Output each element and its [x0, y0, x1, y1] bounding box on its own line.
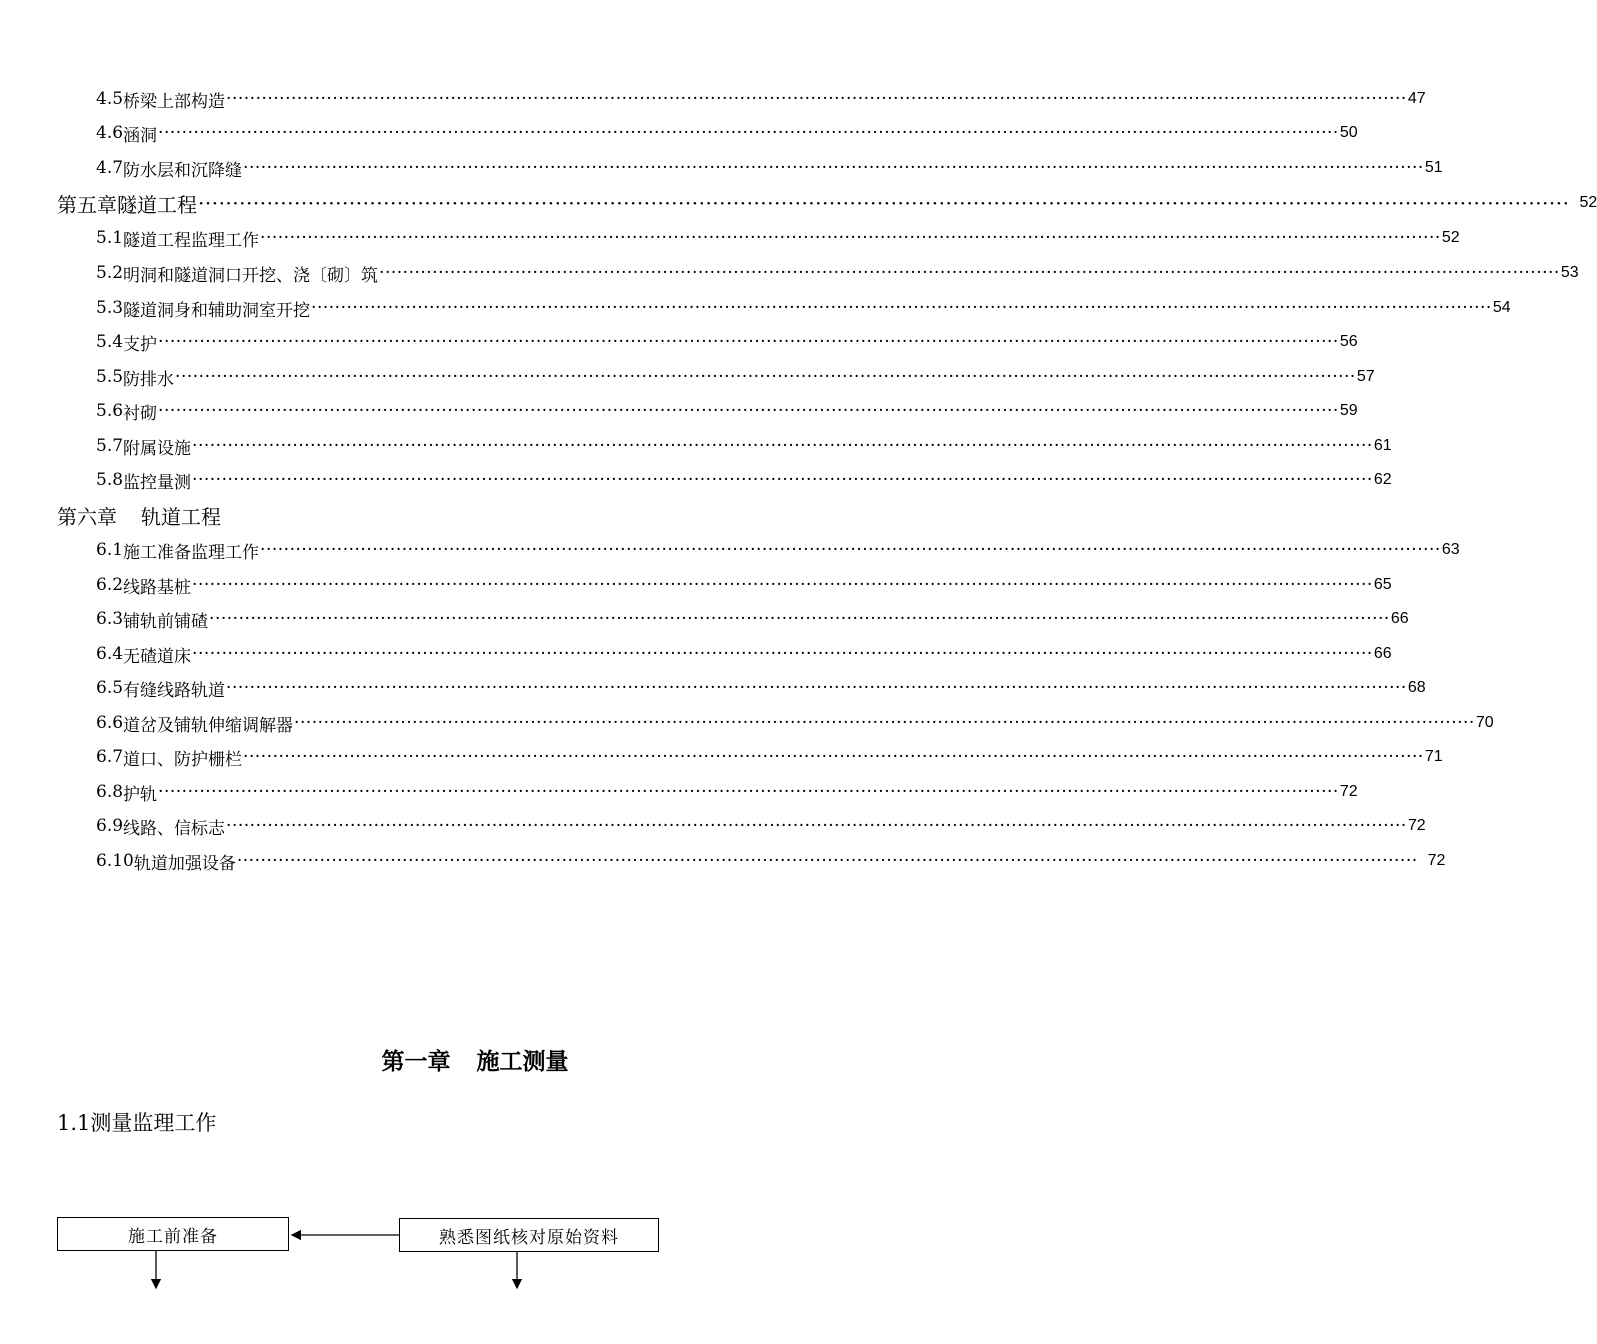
toc-entry-title: 防水层和沉降缝: [123, 160, 243, 181]
toc-section-number: 4.6: [96, 123, 124, 143]
toc-leader-dots: ········································································································································································································: [192, 575, 1373, 595]
toc-leader-dots: ········································································································································································································: [260, 540, 1441, 560]
toc-section-number: 5.3: [96, 298, 124, 318]
toc-entry-title: 有缝线路轨道: [123, 680, 226, 701]
toc-page-number: 52: [1441, 229, 1460, 246]
toc-entry-title: 监控量测: [123, 472, 192, 493]
toc-section-number: 5.7: [96, 436, 124, 456]
toc-page-number: 57: [1356, 368, 1375, 385]
toc-leader-dots: ········································································································································································································: [158, 332, 1339, 352]
toc-section-number: 6.10: [96, 851, 134, 871]
toc-leader-dots: ········································································································································································································: [294, 713, 1475, 733]
toc-leader-dots: ········································································································································································································: [175, 367, 1356, 387]
toc-leader-dots: ········································································································································································································: [226, 816, 1407, 836]
toc-page-number: 71: [1424, 748, 1443, 765]
toc-page-number: 52: [1579, 194, 1597, 211]
toc-leader-dots: ········································································································································································································: [192, 644, 1373, 664]
toc-leader-dots: ········································································································································································································: [226, 89, 1407, 109]
toc-page-number: 56: [1339, 333, 1358, 350]
toc-section-number: 5.6: [96, 401, 124, 421]
toc-page-number: 61: [1373, 437, 1392, 454]
toc-leader-dots: ········································································································································································································: [243, 747, 1424, 767]
toc-section-number: 6.8: [96, 782, 124, 802]
toc-entry-title: 无碴道床: [123, 646, 192, 667]
toc-section-number: 6.4: [96, 644, 124, 664]
toc-entry-title: 隧道洞身和辅助洞室开挖: [123, 300, 311, 321]
toc-leader-dots: ········································································································································································································: [226, 678, 1407, 698]
flowchart-box-review-label: 熟悉图纸核对原始资料: [439, 1227, 619, 1248]
toc-entry-title: 防排水: [123, 369, 175, 390]
toc-entry-title: 护轨: [123, 784, 158, 805]
toc-entry-title: 隧道工程监理工作: [123, 230, 260, 251]
toc-section-number: 6.6: [96, 713, 124, 733]
toc-leader-dots: ········································································································································································································: [198, 191, 1570, 215]
toc-page-number: 47: [1407, 90, 1426, 107]
toc-entry-title: 附属设施: [123, 438, 192, 459]
toc-section-number: 6.3: [96, 609, 124, 629]
toc-page-number: 70: [1475, 714, 1494, 731]
toc-leader-dots: ········································································································································································································: [158, 123, 1339, 143]
toc-page-number: 66: [1373, 645, 1392, 662]
toc-section-number: 4.7: [96, 158, 124, 178]
toc-page-number: 68: [1407, 679, 1426, 696]
toc-entry-title: 支护: [123, 334, 158, 355]
toc-entry-title: 轨道工程: [141, 504, 221, 529]
toc-page-number: 63: [1441, 541, 1460, 558]
toc-entry-title: 线路、信标志: [123, 818, 226, 839]
toc-chapter-label: 第五章: [57, 192, 117, 217]
toc-page-number: 72: [1427, 852, 1446, 869]
toc-page-number: 72: [1339, 783, 1358, 800]
toc-section-number: 4.5: [96, 89, 124, 109]
flowchart-box-prep-label: 施工前准备: [128, 1226, 218, 1247]
toc-entry-title: 涵洞: [123, 125, 158, 146]
toc-entry-title: 道口、防护栅栏: [123, 749, 243, 770]
toc-page-number: 53: [1560, 264, 1579, 281]
toc-entry-title: 明洞和隧道洞口开挖、浇〔砌〕筑: [123, 265, 379, 286]
toc-entry-title: 铺轨前铺碴: [123, 611, 209, 632]
toc-page-number: 54: [1492, 299, 1511, 316]
section-heading-title: 测量监理工作: [90, 1111, 217, 1135]
toc-entry-title: 施工准备监理工作: [123, 542, 260, 563]
toc-entry-title: 轨道加强设备: [133, 853, 236, 874]
toc-section-number: 5.4: [96, 332, 124, 352]
toc-page-number: 66: [1390, 610, 1409, 627]
toc-leader-dots: ········································································································································································································: [311, 298, 1492, 318]
toc-page-number: 62: [1373, 471, 1392, 488]
toc-entry-title: 线路基桩: [123, 577, 192, 598]
toc-leader-dots: ········································································································································································································: [158, 401, 1339, 421]
toc-leader-dots: ········································································································································································································: [236, 851, 1418, 871]
toc-leader-dots: ········································································································································································································: [379, 263, 1560, 283]
chapter-heading-title: 施工测量: [476, 1048, 569, 1075]
toc-chapter-label: 第六章: [57, 504, 117, 529]
toc-page-number: 72: [1407, 817, 1426, 834]
toc-leader-dots: ········································································································································································································: [260, 228, 1441, 248]
toc-leader-dots: ········································································································································································································: [158, 782, 1339, 802]
toc-section-number: 6.9: [96, 816, 124, 836]
toc-section-number: 6.5: [96, 678, 124, 698]
toc-entry-title: 桥梁上部构造: [123, 91, 226, 112]
section-heading-number: 1.1: [57, 1111, 91, 1135]
toc-page-number: 50: [1339, 124, 1358, 141]
toc-entry-title: 衬砌: [123, 403, 158, 424]
toc-page-number: 51: [1424, 159, 1443, 176]
toc-section-number: 6.7: [96, 747, 124, 767]
toc-leader-dots: ········································································································································································································: [243, 158, 1424, 178]
toc-section-number: 5.8: [96, 470, 124, 490]
toc-entry-title: 隧道工程: [117, 192, 197, 217]
toc-section-number: 5.5: [96, 367, 124, 387]
toc-section-number: 6.1: [96, 540, 124, 560]
toc-page-number: 65: [1373, 576, 1392, 593]
toc-section-number: 6.2: [96, 575, 124, 595]
chapter-heading-number: 第一章: [381, 1048, 451, 1075]
toc-entry-title: 道岔及铺轨伸缩调解器: [123, 715, 294, 736]
toc-page-number: 59: [1339, 402, 1358, 419]
toc-section-number: 5.2: [96, 263, 124, 283]
toc-leader-dots: ········································································································································································································: [209, 609, 1390, 629]
toc-leader-dots: ········································································································································································································: [192, 470, 1373, 490]
toc-leader-dots: ········································································································································································································: [192, 436, 1373, 456]
toc-section-number: 5.1: [96, 228, 124, 248]
